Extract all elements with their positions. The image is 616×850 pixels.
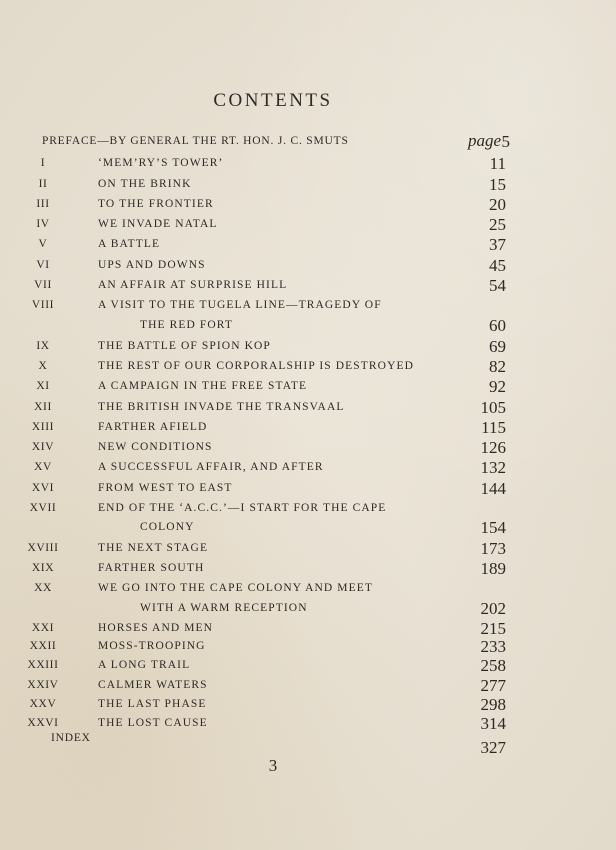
chapter-number: XXI — [31, 622, 55, 634]
chapter-number: XXII — [29, 640, 57, 652]
chapter-page-number: 45 — [489, 256, 506, 275]
chapter-page-number: 314 — [480, 714, 506, 733]
toc-entry — [0, 439, 506, 459]
chapter-number: VIII — [31, 299, 55, 311]
chapter-title: MOSS-TROOPING — [98, 640, 206, 652]
chapter-title: FROM WEST TO EAST — [98, 482, 233, 494]
chapter-title: AN AFFAIR AT SURPRISE HILL — [98, 279, 288, 291]
toc-entry — [0, 459, 506, 479]
toc-entry — [0, 419, 506, 439]
toc-entry — [0, 155, 506, 175]
chapter-title: THE LOST CAUSE — [98, 717, 208, 729]
chapter-page-number: 82 — [489, 357, 506, 376]
chapter-page-number: 60 — [489, 316, 506, 335]
chapter-title: UPS AND DOWNS — [98, 259, 206, 271]
folio-page-number: 3 — [268, 756, 278, 775]
chapter-number: XXVI — [27, 717, 59, 729]
chapter-title: NEW CONDITIONS — [98, 441, 213, 453]
chapter-title: CALMER WATERS — [98, 679, 208, 691]
chapter-number: XVIII — [27, 542, 59, 554]
preface-entry — [42, 132, 510, 152]
chapter-page-number: 258 — [480, 656, 506, 675]
chapter-title: A VISIT TO THE TUGELA LINE—TRAGEDY OF — [98, 299, 382, 311]
toc-entry — [0, 216, 506, 236]
toc-entry — [0, 257, 506, 277]
toc-entry — [0, 500, 506, 520]
chapter-title: A BATTLE — [98, 238, 161, 250]
chapter-number: XX — [34, 582, 52, 594]
chapter-number: VII — [34, 279, 52, 291]
chapter-number: V — [38, 238, 48, 250]
chapter-page-number: 154 — [480, 518, 506, 537]
chapter-number: XVII — [29, 502, 57, 514]
chapter-title: A LONG TRAIL — [98, 659, 191, 671]
toc-entry — [0, 638, 506, 658]
toc-entry — [0, 358, 506, 378]
toc-entry — [0, 399, 506, 419]
chapter-page-number: 69 — [489, 337, 506, 356]
chapter-title-continued: WITH A WARM RECEPTION — [140, 602, 308, 614]
chapter-title: THE REST OF OUR CORPORALSHIP IS DESTROYED — [98, 360, 415, 372]
chapter-title: A SUCCESSFUL AFFAIR, AND AFTER — [98, 461, 324, 473]
chapter-page-number: 173 — [480, 539, 506, 558]
chapter-page-number: 105 — [480, 398, 506, 417]
index-page-number: 327 — [480, 738, 506, 757]
chapter-page-number: 277 — [480, 676, 506, 695]
toc-entry-continuation — [0, 519, 506, 539]
chapter-page-number: 15 — [489, 175, 506, 194]
chapter-number: IX — [36, 340, 50, 352]
chapter-title: THE BRITISH INVADE THE TRANSVAAL — [98, 401, 345, 413]
chapter-page-number: 115 — [481, 418, 506, 437]
chapter-title-continued: THE RED FORT — [140, 319, 234, 331]
chapter-number: III — [36, 198, 50, 210]
chapter-number: XVI — [31, 482, 55, 494]
toc-entry — [0, 657, 506, 677]
toc-entry — [0, 540, 506, 560]
chapter-title: THE NEXT STAGE — [98, 542, 209, 554]
chapter-page-number: 233 — [480, 637, 506, 656]
chapter-title: FARTHER AFIELD — [98, 421, 208, 433]
preface-page-number: 5 — [501, 132, 510, 151]
chapter-page-number: 92 — [489, 377, 506, 396]
chapter-page-number: 126 — [480, 438, 506, 457]
chapter-number: XV — [34, 461, 52, 473]
chapter-title: ‘MEM’RY’S TOWER’ — [98, 157, 224, 169]
toc-entry-continuation — [0, 600, 506, 620]
chapter-number: XXIV — [27, 679, 59, 691]
page-title: CONTENTS — [213, 90, 333, 111]
toc-entry — [0, 620, 506, 640]
chapter-number: VI — [36, 259, 50, 271]
chapter-title: FARTHER SOUTH — [98, 562, 205, 574]
chapter-page-number: 298 — [480, 695, 506, 714]
toc-entry — [0, 196, 506, 216]
toc-entry — [0, 696, 506, 716]
chapter-title: WE GO INTO THE CAPE COLONY AND MEET — [98, 582, 373, 594]
chapter-title: THE BATTLE OF SPION KOP — [98, 340, 271, 352]
chapter-page-number: 37 — [489, 235, 506, 254]
toc-entry — [0, 677, 506, 697]
chapter-page-number: 202 — [480, 599, 506, 618]
chapter-number: XXV — [29, 698, 57, 710]
chapter-number: XIV — [31, 441, 55, 453]
chapter-number: XI — [36, 380, 50, 392]
chapter-number: X — [38, 360, 48, 372]
chapter-number: IV — [36, 218, 50, 230]
chapter-page-number: 20 — [489, 195, 506, 214]
toc-entry — [0, 236, 506, 256]
page-word: page — [468, 131, 502, 150]
chapter-page-number: 11 — [489, 154, 506, 173]
toc-entry — [0, 378, 506, 398]
index-label: INDEX — [51, 732, 91, 744]
toc-entry — [0, 480, 506, 500]
chapter-number: I — [40, 157, 46, 169]
chapter-number: XXIII — [27, 659, 59, 671]
toc-entry-continuation — [0, 317, 506, 337]
chapter-page-number: 25 — [489, 215, 506, 234]
chapter-title: TO THE FRONTIER — [98, 198, 214, 210]
chapter-title: END OF THE ‘A.C.C.’—I START FOR THE CAPE — [98, 502, 387, 514]
chapter-title: WE INVADE NATAL — [98, 218, 218, 230]
chapter-title: ON THE BRINK — [98, 178, 192, 190]
chapter-number: XII — [34, 401, 52, 413]
chapter-page-number: 189 — [480, 559, 506, 578]
chapter-title: HORSES AND MEN — [98, 622, 214, 634]
chapter-page-number: 132 — [480, 458, 506, 477]
chapter-number: XIII — [31, 421, 55, 433]
preface-text: PREFACE—BY GENERAL THE RT. HON. J. C. SMUTS — [42, 135, 349, 147]
chapter-page-number: 54 — [489, 276, 506, 295]
toc-entry — [0, 277, 506, 297]
chapter-title: THE LAST PHASE — [98, 698, 207, 710]
toc-entry — [0, 338, 506, 358]
chapter-number: II — [38, 178, 48, 190]
toc-entry — [0, 580, 506, 600]
toc-entry — [0, 560, 506, 580]
chapter-number: XIX — [31, 562, 55, 574]
chapter-page-number: 215 — [480, 619, 506, 638]
chapter-title: A CAMPAIGN IN THE FREE STATE — [98, 380, 308, 392]
toc-entry — [0, 297, 506, 317]
chapter-title-continued: COLONY — [140, 521, 195, 533]
chapter-page-number: 144 — [480, 479, 506, 498]
toc-entry — [0, 176, 506, 196]
